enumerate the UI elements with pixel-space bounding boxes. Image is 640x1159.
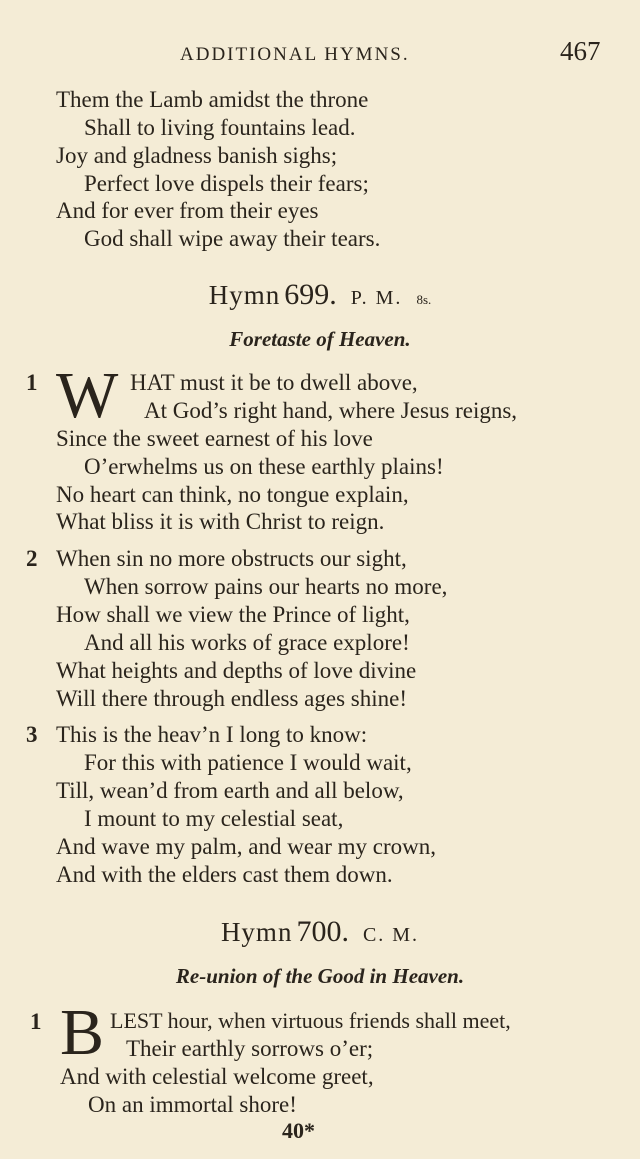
hymn-700-subtitle: Re-union of the Good in Heaven. bbox=[175, 964, 465, 988]
verse-line: HAT must it be to dwell above, bbox=[130, 370, 418, 395]
opening-line: Joy and gladness banish sighs; bbox=[56, 143, 338, 168]
drop-cap: W bbox=[56, 359, 119, 432]
verse-line: On an immortal shore! bbox=[88, 1092, 297, 1117]
verse-number: 2 bbox=[26, 546, 38, 571]
verse-line: When sorrow pains our hearts no more, bbox=[84, 574, 448, 599]
verse-line: Since the sweet earnest of his love bbox=[56, 426, 373, 451]
hymn-number: 699. bbox=[284, 278, 337, 311]
verse-number: 1 bbox=[30, 1009, 42, 1034]
verse-line: No heart can think, no tongue explain, bbox=[56, 482, 409, 507]
hymn-word: Hymn bbox=[208, 280, 281, 310]
verse-line: This is the heav’n I long to know: bbox=[56, 722, 368, 747]
page-header bbox=[0, 36, 640, 70]
verse-line: O’erwhelms us on these earthly plains! bbox=[84, 454, 444, 479]
verse-line: What bliss it is with Christ to reign. bbox=[56, 509, 385, 534]
running-head: ADDITIONAL HYMNS. bbox=[180, 44, 410, 65]
verse-line: At God’s right hand, where Jesus reigns, bbox=[144, 398, 518, 423]
opening-line: God shall wipe away their tears. bbox=[84, 226, 381, 251]
drop-cap: B bbox=[60, 996, 105, 1069]
verse-line: What heights and depths of love divine bbox=[56, 658, 417, 683]
verse-number: 3 bbox=[26, 722, 38, 747]
verse-line: And with the elders cast them down. bbox=[56, 862, 393, 887]
hymn-meter-small: 8s. bbox=[416, 292, 432, 307]
hymn-word: Hymn bbox=[220, 917, 293, 947]
verse-line: How shall we view the Prince of light, bbox=[56, 602, 410, 627]
hymn-699-title bbox=[0, 278, 640, 312]
verse-line: Will there through endless ages shine! bbox=[56, 686, 408, 711]
verse-line: Till, wean’d from earth and all below, bbox=[56, 778, 404, 803]
opening-line: Shall to living fountains lead. bbox=[84, 115, 356, 140]
verse-line: LEST hour, when virtuous friends shall meet, bbox=[110, 1008, 511, 1033]
opening-line: Perfect love dispels their fears; bbox=[84, 171, 369, 196]
verse-number: 1 bbox=[26, 370, 38, 395]
signature-mark: 40* bbox=[282, 1118, 315, 1143]
opening-line: Them the Lamb amidst the throne bbox=[56, 87, 369, 112]
hymn-number: 700. bbox=[296, 915, 349, 948]
hymn-700-title bbox=[0, 915, 640, 949]
hymn-meter: C. M. bbox=[362, 924, 420, 946]
hymn-699-subtitle: Foretaste of Heaven. bbox=[229, 327, 411, 351]
verse-line: Their earthly sorrows o’er; bbox=[126, 1036, 374, 1061]
verse-line: And all his works of grace explore! bbox=[84, 630, 410, 655]
verse-line: When sin no more obstructs our sight, bbox=[56, 546, 407, 571]
verse-line: For this with patience I would wait, bbox=[84, 750, 412, 775]
verse-line: And wave my palm, and wear my crown, bbox=[56, 834, 437, 859]
page-number: 467 bbox=[560, 36, 601, 66]
verse-line: I mount to my celestial seat, bbox=[84, 806, 344, 831]
hymn-meter: P. M. bbox=[350, 287, 403, 309]
opening-line: And for ever from their eyes bbox=[56, 198, 319, 223]
verse-line: And with celestial welcome greet, bbox=[60, 1064, 374, 1089]
